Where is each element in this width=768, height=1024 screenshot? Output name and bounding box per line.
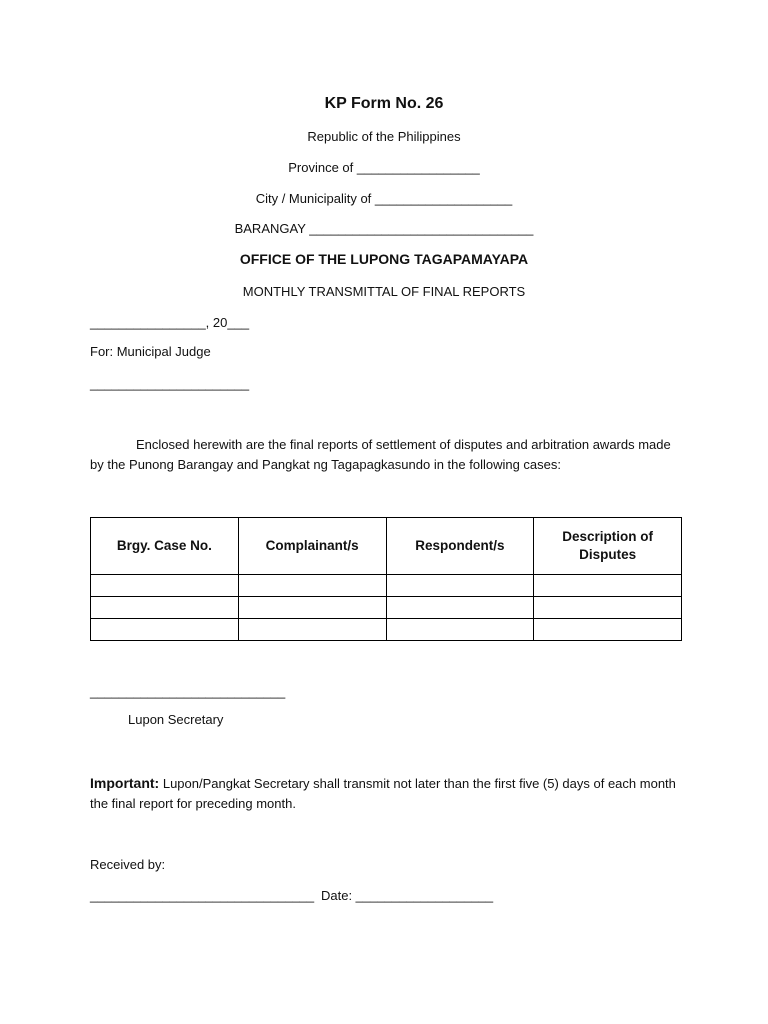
addressee-line: For: Municipal Judge	[90, 344, 211, 359]
table-cell[interactable]	[238, 619, 386, 641]
table-cell[interactable]	[534, 619, 682, 641]
table-cell[interactable]	[91, 619, 239, 641]
table-cell[interactable]	[386, 597, 534, 619]
city-line: City / Municipality of ___________________	[255, 191, 513, 206]
table-cell[interactable]	[238, 597, 386, 619]
table-cell[interactable]	[91, 597, 239, 619]
table-cell[interactable]	[386, 619, 534, 641]
table-cell[interactable]	[534, 597, 682, 619]
header-respondents: Respondent/s	[386, 518, 534, 575]
form-number: KP Form No. 26	[324, 95, 444, 112]
table-row	[91, 575, 682, 597]
body-paragraph: Enclosed herewith are the final reports of settlement of disputes and arbitration awards made by the Punong Barangay and Pangkat ng Tagapagkasundo in the following cases:	[90, 437, 671, 472]
received-by-label: Received by:	[90, 857, 166, 872]
date-line: ________________, 20___	[90, 315, 250, 330]
header-complainants: Complainant/s	[238, 518, 386, 575]
republic-line: Republic of the Philippines	[307, 129, 461, 144]
important-note	[90, 773, 680, 814]
office-title: OFFICE OF THE LUPONG TAGAPAMAYAPA	[239, 251, 529, 267]
important-label: Important:	[90, 775, 160, 791]
province-line: Province of _________________	[288, 160, 480, 175]
judge-name-line: ______________________	[90, 376, 250, 391]
signature-line: ___________________________	[90, 684, 286, 699]
table-header-row	[91, 518, 682, 575]
table-row	[91, 619, 682, 641]
header-description: Description of Disputes	[534, 518, 682, 575]
important-text: Lupon/Pangkat Secretary shall transmit not later than the first five (5) days of each month the final report for preceding month.	[90, 776, 676, 811]
table-cell[interactable]	[386, 575, 534, 597]
signature-label: Lupon Secretary	[128, 712, 224, 727]
header-case-no: Brgy. Case No.	[91, 518, 239, 575]
cases-table	[90, 517, 682, 641]
received-date-line: Date: ___________________	[321, 888, 494, 903]
received-by-line: _______________________________	[90, 888, 315, 903]
form-subtitle: MONTHLY TRANSMITTAL OF FINAL REPORTS	[242, 284, 526, 299]
barangay-line: BARANGAY _______________________________	[234, 221, 534, 236]
table-row	[91, 597, 682, 619]
table-cell[interactable]	[91, 575, 239, 597]
table-cell[interactable]	[534, 575, 682, 597]
table-cell[interactable]	[238, 575, 386, 597]
